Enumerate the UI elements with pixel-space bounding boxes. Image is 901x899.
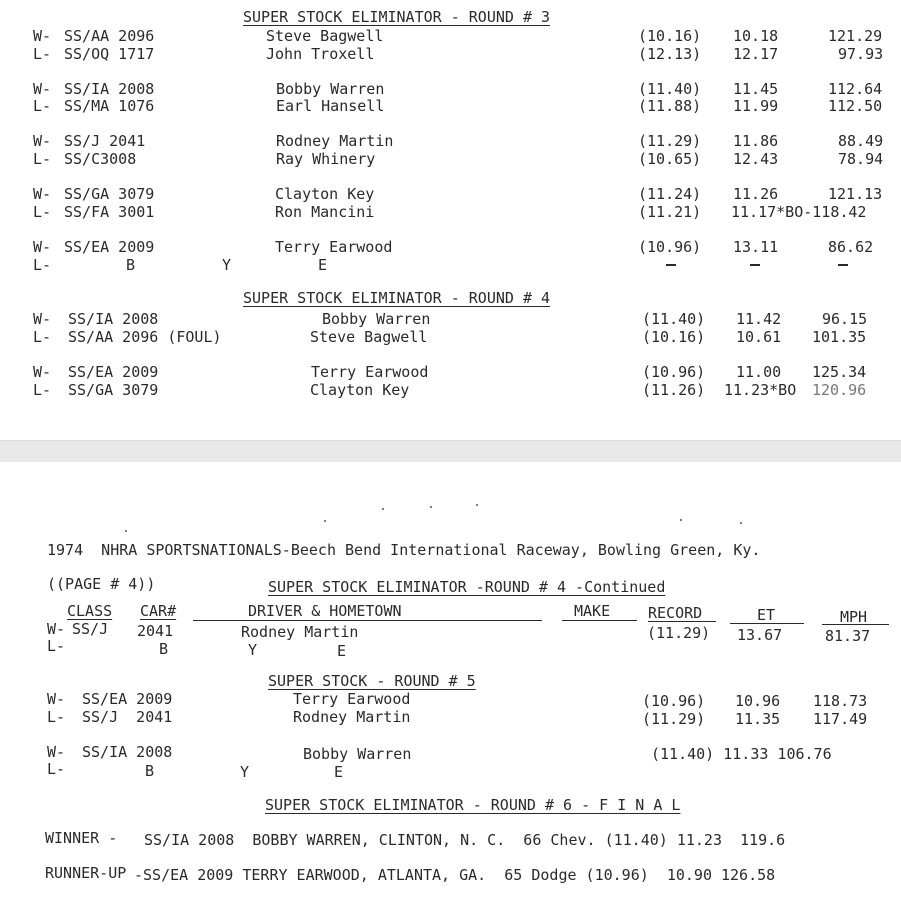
- result-mark: L-: [47, 760, 66, 778]
- bye-letter: B: [145, 762, 155, 780]
- driver: Rodney Martin: [276, 132, 394, 150]
- class-car: SS/EA 2009: [82, 690, 173, 708]
- bye-letter: B: [159, 640, 169, 658]
- result-mark: W-: [47, 743, 66, 761]
- record: (11.26): [642, 381, 706, 399]
- result-mark: L-: [33, 328, 52, 346]
- class-car: SS/EA 2009: [64, 238, 155, 256]
- mph: 112.50: [828, 97, 883, 115]
- blank-dash: [838, 264, 848, 266]
- mph: 121.29: [828, 27, 883, 45]
- result-mark: W-: [33, 363, 52, 381]
- driver: Steve Bagwell: [266, 27, 384, 45]
- et: 11.86: [733, 132, 779, 150]
- header-mph: MPH: [840, 608, 868, 626]
- record: (12.13): [638, 45, 702, 63]
- result-mark: W-: [33, 310, 52, 328]
- record: (11.88): [638, 97, 702, 115]
- result-mark: L-: [47, 637, 66, 655]
- et: 11.35: [735, 710, 781, 728]
- final-title: SUPER STOCK ELIMINATOR - ROUND # 6 - F I N A L: [265, 796, 681, 814]
- record: (11.21): [638, 203, 702, 221]
- speck: [382, 508, 384, 510]
- header-rule: [730, 623, 804, 624]
- result-mark: W-: [33, 238, 52, 256]
- header-class: CLASS: [67, 602, 113, 620]
- bye-letter: Y: [248, 641, 258, 659]
- bye-letter: E: [318, 256, 328, 274]
- driver: Rodney Martin: [293, 708, 411, 726]
- result-mark: L-: [33, 256, 52, 274]
- et: 12.17: [733, 45, 779, 63]
- speck: [476, 504, 478, 506]
- speck: [430, 506, 432, 508]
- bye-letter: B: [126, 256, 136, 274]
- driver: Bobby Warren: [303, 745, 412, 763]
- class-car: SS/GA 3079: [64, 185, 155, 203]
- driver: Terry Earwood: [293, 690, 411, 708]
- bye-letter: Y: [222, 256, 232, 274]
- round5-title: SUPER STOCK - ROUND # 5: [268, 672, 476, 690]
- header-rule: [822, 624, 889, 625]
- driver: Steve Bagwell: [310, 328, 428, 346]
- record: (10.16): [642, 328, 706, 346]
- round4-continued-title: SUPER STOCK ELIMINATOR -ROUND # 4 -Continued: [268, 578, 666, 596]
- result-mark: L-: [33, 45, 52, 63]
- driver: Bobby Warren: [276, 80, 385, 98]
- class-car: SS/J 2041: [82, 708, 173, 726]
- header-driver: DRIVER & HOMETOWN: [248, 602, 402, 620]
- et: 10.18: [733, 27, 779, 45]
- mph: 117.49: [813, 710, 868, 728]
- driver: John Troxell: [266, 45, 375, 63]
- winner-label: WINNER -: [45, 829, 118, 847]
- page-gap: [0, 440, 901, 463]
- driver: Rodney Martin: [241, 623, 359, 641]
- mph: 112.64: [828, 80, 883, 98]
- driver: Earl Hansell: [276, 97, 385, 115]
- header-make: MAKE: [574, 602, 611, 620]
- class-car: SS/J 2041: [64, 132, 146, 150]
- record: (11.24): [638, 185, 702, 203]
- et: 11.26: [733, 185, 779, 203]
- header-car: CAR#: [140, 602, 177, 620]
- record: (11.29): [642, 710, 706, 728]
- mph: 78.94: [838, 150, 884, 168]
- round4-title: SUPER STOCK ELIMINATOR - ROUND # 4: [243, 289, 551, 307]
- mph: 121.13: [828, 185, 883, 203]
- class-car: SS/AA 2096: [64, 27, 155, 45]
- winner-details: SS/IA 2008 BOBBY WARREN, CLINTON, N. C. 66 Chev. (11.40) 11.23 119.6: [144, 831, 786, 849]
- record-et-mph: (11.40) 11.33 106.76: [651, 745, 832, 763]
- results-page-top: [0, 0, 901, 440]
- class-car: SS/IA 2008: [82, 743, 173, 761]
- result-mark: W-: [47, 690, 66, 708]
- mph: 86.62: [828, 238, 874, 256]
- mph: 97.93: [838, 45, 884, 63]
- record: (10.96): [642, 692, 706, 710]
- header-rule: [648, 621, 716, 622]
- record: (10.96): [638, 238, 702, 256]
- mph: 96.15: [822, 310, 868, 328]
- et: 11.42: [736, 310, 782, 328]
- driver: Ron Mancini: [275, 203, 375, 221]
- result-mark: W-: [33, 132, 52, 150]
- class-car: SS/EA 2009: [68, 363, 159, 381]
- speck: [125, 530, 127, 532]
- result-mark: L-: [33, 203, 52, 221]
- mph: 118.73: [813, 692, 868, 710]
- et: 13.67: [737, 626, 783, 644]
- et: 10.96: [735, 692, 781, 710]
- bye-letter: E: [337, 642, 347, 660]
- driver: Terry Earwood: [311, 363, 429, 381]
- et: 11.45: [733, 80, 779, 98]
- record: (10.65): [638, 150, 702, 168]
- speck: [740, 522, 742, 524]
- result-mark: L-: [33, 97, 52, 115]
- record: (11.40): [642, 310, 706, 328]
- et: 12.43: [733, 150, 779, 168]
- et: 11.00: [736, 363, 782, 381]
- driver: Bobby Warren: [322, 310, 431, 328]
- result-mark: W-: [33, 185, 52, 203]
- record: (11.29): [638, 132, 702, 150]
- results-page-bottom: [0, 462, 901, 899]
- header-rule: [562, 620, 637, 621]
- et-mph-breakout: 11.17*BO-118.42: [731, 203, 867, 221]
- speck: [680, 519, 682, 521]
- result-mark: L-: [33, 381, 52, 399]
- blank-dash: [750, 264, 760, 266]
- driver: Terry Earwood: [275, 238, 393, 256]
- class-car: SS/OQ 1717: [64, 45, 155, 63]
- class-car: SS/FA 3001: [64, 203, 155, 221]
- et: 13.11: [733, 238, 779, 256]
- result-mark: L-: [47, 708, 66, 726]
- page-label: ((PAGE # 4)): [47, 575, 156, 593]
- mph: 81.37: [825, 627, 871, 645]
- car-number: 2041: [137, 622, 174, 640]
- runner-up-label: RUNNER-UP: [45, 864, 127, 882]
- event-header: 1974 NHRA SPORTSNATIONALS-Beech Bend International Raceway, Bowling Green, Ky.: [47, 541, 761, 559]
- class-car: SS/IA 2008: [64, 80, 155, 98]
- record: (11.29): [647, 624, 711, 642]
- class: SS/J: [72, 620, 109, 638]
- driver: Clayton Key: [275, 185, 375, 203]
- header-record: RECORD: [648, 604, 703, 622]
- mph: 101.35: [812, 328, 867, 346]
- driver: Clayton Key: [310, 381, 410, 399]
- speck: [324, 520, 326, 522]
- result-mark: L-: [33, 150, 52, 168]
- class-car: SS/IA 2008: [68, 310, 159, 328]
- class-car: SS/GA 3079: [68, 381, 159, 399]
- mph: 120.96: [812, 381, 867, 399]
- bye-letter: E: [334, 763, 344, 781]
- et: 10.61: [736, 328, 782, 346]
- record: (11.40): [638, 80, 702, 98]
- runner-up-details: -SS/EA 2009 TERRY EARWOOD, ATLANTA, GA. 65 Dodge (10.96) 10.90 126.58: [134, 866, 776, 884]
- result-mark: W-: [47, 620, 66, 638]
- round3-title: SUPER STOCK ELIMINATOR - ROUND # 3: [243, 8, 551, 26]
- mph: 88.49: [838, 132, 884, 150]
- result-mark: W-: [33, 27, 52, 45]
- mph: 125.34: [812, 363, 867, 381]
- header-et: ET: [757, 606, 776, 624]
- result-mark: W-: [33, 80, 52, 98]
- class-car: SS/C3008: [64, 150, 137, 168]
- blank-dash: [666, 264, 676, 266]
- et: 11.99: [733, 97, 779, 115]
- bye-letter: Y: [240, 763, 250, 781]
- record: (10.16): [638, 27, 702, 45]
- class-car: SS/MA 1076: [64, 97, 155, 115]
- class-car: SS/AA 2096 (FOUL): [68, 328, 222, 346]
- driver: Ray Whinery: [276, 150, 376, 168]
- record: (10.96): [642, 363, 706, 381]
- et: 11.23*BO: [724, 381, 797, 399]
- header-rule: [193, 620, 542, 621]
